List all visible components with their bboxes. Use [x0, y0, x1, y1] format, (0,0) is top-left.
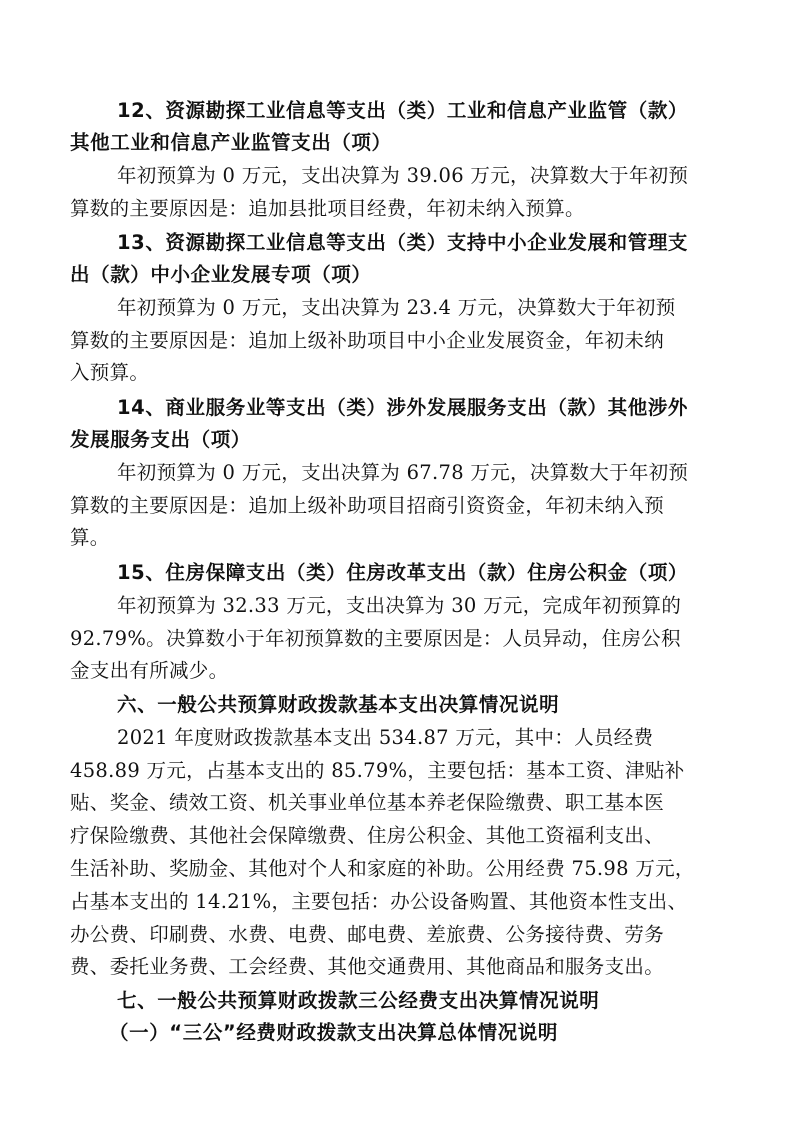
- section-heading: 六、一般公共预算财政拨款基本支出决算情况说明: [117, 693, 560, 716]
- section-paragraph: 年初预算为 0 万元，支出决算为 39.06 万元，决算数大于年初预: [117, 164, 689, 187]
- section-heading: 七、一般公共预算财政拨款三公经费支出决算情况说明: [117, 989, 600, 1012]
- section-paragraph: 年初预算为 32.33 万元，支出决算为 30 万元，完成年初预算的: [117, 594, 682, 617]
- section-paragraph: 92.79%。决算数小于年初预算数的主要原因是：人员异动，住房公积: [70, 627, 681, 650]
- section-paragraph: 费、委托业务费、工会经费、其他交通费用、其他商品和服务支出。: [70, 955, 665, 978]
- section-heading: 12、资源勘探工业信息等支出（类）工业和信息产业监管（款）: [117, 99, 689, 122]
- section-paragraph: 年初预算为 0 万元，支出决算为 23.4 万元，决算数大于年初预: [117, 296, 676, 319]
- section-heading: 15、住房保障支出（类）住房改革支出（款）住房公积金（项）: [117, 561, 689, 584]
- section-paragraph: 入预算。: [70, 361, 150, 384]
- section-paragraph: 疗保险缴费、其他社会保障缴费、住房公积金、其他工资福利支出、: [70, 824, 665, 847]
- section-paragraph: 2021 年度财政拨款基本支出 534.87 万元，其中：人员经费: [117, 726, 654, 749]
- section-paragraph: 生活补助、奖励金、其他对个人和家庭的补助。公用经费 75.98 万元，: [70, 857, 695, 880]
- section-heading: 出（款）中小企业发展专项（项）: [70, 263, 372, 286]
- section-paragraph: 办公费、印刷费、水费、电费、邮电费、差旅费、公务接待费、劳务: [70, 923, 665, 946]
- section-heading: 发展服务支出（项）: [70, 428, 251, 451]
- section-paragraph: 金支出有所减少。: [70, 659, 229, 682]
- section-heading: 13、资源勘探工业信息等支出（类）支持中小企业发展和管理支: [117, 231, 689, 254]
- section-paragraph: 占基本支出的 14.21%，主要包括：办公设备购置、其他资本性支出、: [70, 890, 688, 913]
- section-paragraph: 算数的主要原因是：追加上级补助项目中小企业发展资金，年初未纳: [70, 329, 665, 352]
- section-heading: 其他工业和信息产业监管支出（项）: [70, 131, 392, 154]
- section-heading: 14、商业服务业等支出（类）涉外发展服务支出（款）其他涉外: [117, 396, 689, 419]
- section-paragraph: 贴、奖金、绩效工资、机关事业单位基本养老保险缴费、职工基本医: [70, 791, 665, 814]
- section-paragraph: 算数的主要原因是：追加上级补助项目招商引资资金，年初未纳入预: [70, 494, 665, 517]
- section-paragraph: 算数的主要原因是：追加县批项目经费，年初未纳入预算。: [70, 197, 585, 220]
- section-paragraph: 458.89 万元，占基本支出的 85.79%，主要包括：基本工资、津贴补: [70, 759, 685, 782]
- section-paragraph: 年初预算为 0 万元，支出决算为 67.78 万元，决算数大于年初预: [117, 461, 689, 484]
- section-paragraph: 算。: [70, 526, 110, 549]
- subsection-heading: （一）“三公”经费财政拨款支出决算总体情况说明: [109, 1021, 558, 1044]
